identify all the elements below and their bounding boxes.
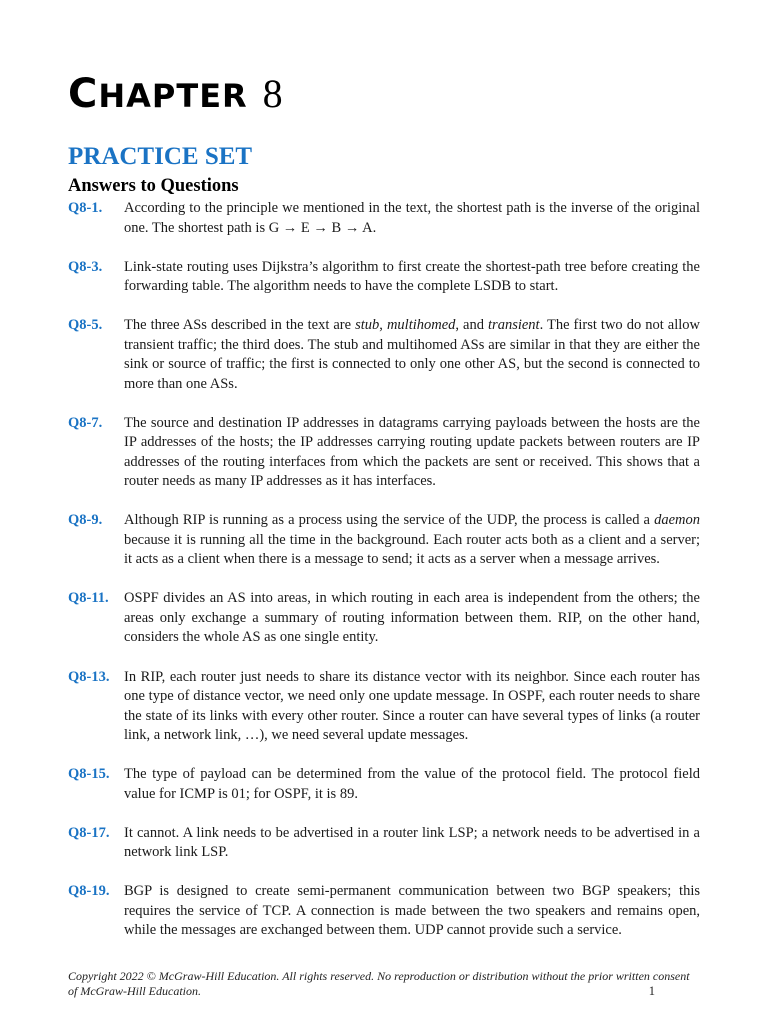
answer-text: It cannot. A link needs to be advertised in a router link LSP; a network needs to be advertised in a network link LSP. — [124, 824, 700, 861]
question-number: Q8-15. — [68, 766, 110, 783]
answer-text: The source and destination IP addresses in datagrams carrying payloads between the hosts are the IP addresses of the hosts; the IP addresses carrying routing update packets between routers are IP addresses of the routing interfaces from which the packets are sent or received. This shows that a router needs as many IP addresses as it has interfaces. — [124, 414, 700, 490]
chapter-word-rest: HAPTER — [98, 77, 248, 115]
answer-item — [68, 199, 700, 238]
subsection-title: Answers to Questions — [68, 176, 239, 196]
answer-text: According to the principle we mentioned in the text, the shortest path is the inverse of the original one. The shortest path is G → E → B → A. — [124, 200, 700, 236]
term-stub: stub — [355, 317, 380, 334]
chapter-initial: C — [68, 71, 99, 117]
section-title: PRACTICE SET — [68, 143, 253, 170]
text-run: because it is running all the time in the background. Each router acts both as a client and a server; it acts as a client when there is a message to send; it acts as a server when a message arrives. — [124, 531, 700, 568]
question-number: Q8-19. — [68, 883, 110, 900]
answer-text: In RIP, each router just needs to share its distance vector with its neighbor. Since each router has one type of distance vector, we need only one update message. In OSPF, each router needs to share the state of its links with every other router. Since a router can have several types of links (a router link, a network link, …), we need several update messages. — [124, 668, 700, 744]
answer-item — [68, 414, 700, 492]
copyright-footer: Copyright 2022 © McGraw-Hill Education. All rights reserved. No reproduction or distribution without the prior written consent of McGraw-Hill Education. — [68, 969, 690, 998]
answer-item — [68, 589, 700, 648]
text-run: , — [379, 317, 387, 334]
chapter-number: 8 — [262, 71, 284, 116]
answer-text: The type of payload can be determined from the value of the protocol field. The protocol field value for ICMP is 01; for OSPF, it is 89. — [124, 766, 700, 802]
term-transient: transient — [488, 317, 540, 334]
answer-item — [68, 882, 700, 941]
question-number: Q8-11. — [68, 590, 109, 607]
answer-item — [68, 258, 700, 297]
term-multihomed: multihomed — [386, 317, 456, 334]
text-run: Although RIP is running as a process using the service of the UDP, the process is called a — [124, 512, 655, 529]
answer-text: Link-state routing uses Dijkstra’s algorithm to first create the shortest-path tree before creating the forwarding table. The algorithm needs to have the complete LSDB to start. — [124, 258, 700, 295]
document-page — [68, 0, 700, 1024]
answer-item — [68, 765, 700, 804]
question-number: Q8-13. — [68, 668, 110, 685]
term-daemon: daemon — [654, 512, 700, 529]
text-run: The three ASs described in the text are — [124, 317, 356, 334]
answer-text — [124, 511, 700, 570]
answer-text — [124, 316, 700, 394]
question-number: Q8-9. — [68, 512, 103, 529]
answers-list — [68, 199, 700, 960]
question-number: Q8-3. — [68, 258, 103, 275]
text-run: , and — [455, 317, 489, 334]
question-number: Q8-5. — [68, 317, 103, 334]
answer-item — [68, 668, 700, 746]
answer-text: BGP is designed to create semi-permanent communication between two BGP speakers; this requires the service of TCP. A connection is made between the two speakers and remains open, while the messages are exchanged between them. UDP cannot provide such a service. — [124, 883, 700, 939]
chapter-title — [68, 70, 284, 120]
answer-item — [68, 316, 700, 394]
answer-item — [68, 511, 700, 570]
question-number: Q8-7. — [68, 414, 103, 431]
question-number: Q8-1. — [68, 200, 103, 216]
page-number: 1 — [648, 984, 655, 998]
text-run: . The first two do not allow transient traffic; the third does. The stub and multihomed ASs are similar in that they are either the sink or source of traffic; the first is connected to only one other AS, but the second is connected to more than one ASs. — [124, 317, 701, 392]
answer-item — [68, 824, 700, 863]
question-number: Q8-17. — [68, 824, 110, 841]
answer-text: OSPF divides an AS into areas, in which routing in each area is independent from the others; the areas only exchange a summary of routing information between them. RIP, on the other hand, considers the whole AS as one single entity. — [124, 590, 700, 646]
